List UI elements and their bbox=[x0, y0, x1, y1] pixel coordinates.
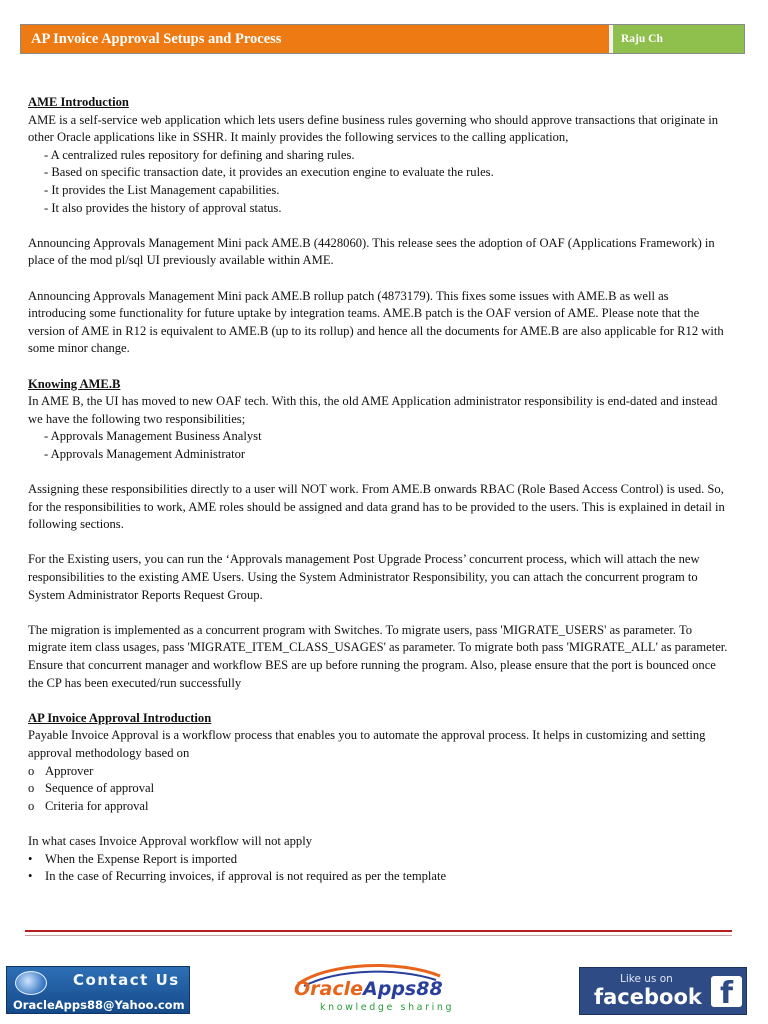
logo-wordmark bbox=[294, 978, 443, 1000]
list-item-text: Criteria for approval bbox=[45, 798, 149, 813]
paragraph: The migration is implemented as a concurrent program with Switches. To migrate users, pass 'MIGRATE_USERS' as parameter. To migrate item class usages, pass 'MIGRATE_ITEM_CLASS_USAGES' as parameter. To migrate both pass 'MIGRATE_ALL' as parameter. Ensure that concurrent manager and workflow BES are up before running the program. Also, please ensure that the port is bounced once the CP has been executed/run successfully bbox=[28, 622, 728, 690]
paragraph: For the Existing users, you can run the ‘Approvals management Post Upgrade Process’ concurrent process, which will attach the new responsibilities to the existing AME Users. Using the System Administrator Responsibility, you can attach the concurrent program to System Administrator Reports Request Group. bbox=[28, 552, 700, 602]
circle-bullet-icon: o bbox=[28, 781, 35, 796]
paragraph: Announcing Approvals Management Mini pack AME.B rollup patch (4873179). This fixes some issues with AME.B as well as introducing some functionality for future uptake by integration teams. AME.B patch is the OAF version of AME. Please note that the version of AME in R12 is equivalent to AME.B (up to its rollup) and hence all the documents for AME.B are also applicable for R12 with some minor change. bbox=[28, 288, 724, 356]
facebook-banner[interactable] bbox=[579, 967, 747, 1015]
facebook-icon: f bbox=[711, 976, 742, 1007]
list-item-text: When the Expense Report is imported bbox=[45, 851, 238, 866]
contact-email[interactable]: OracleApps88@Yahoo.com bbox=[13, 998, 185, 1012]
list-item: - It also provides the history of approval status. bbox=[44, 200, 282, 215]
paragraph: In AME B, the UI has moved to new OAF tech. With this, the old AME Application administrator responsibility is end-dated and instead we have the following two responsibilities; bbox=[28, 394, 718, 426]
circle-bullet-icon: o bbox=[28, 763, 35, 778]
list-item bbox=[28, 780, 728, 798]
list-item-text: In the case of Recurring invoices, if approval is not required as per the template bbox=[45, 869, 447, 884]
list-item: - Approvals Management Administrator bbox=[44, 446, 246, 461]
facebook-wordmark: facebook bbox=[594, 985, 702, 1009]
section-heading-ap-invoice-approval: AP Invoice Approval Introduction bbox=[28, 710, 212, 725]
paragraph: AME is a self-service web application which lets users define business rules governing who should approve transactions that originate in other Oracle applications like in SSHR. It mainly provides the following services to the calling application, bbox=[28, 112, 719, 145]
list-item: - A centralized rules repository for defining and sharing rules. bbox=[44, 147, 355, 162]
contact-us-banner[interactable] bbox=[6, 966, 190, 1014]
bullet-icon: • bbox=[28, 851, 33, 866]
logo-tagline: knowledge sharing bbox=[320, 1002, 455, 1013]
list-item: - Approvals Management Business Analyst bbox=[44, 429, 262, 444]
list-item bbox=[28, 763, 728, 781]
author-name: Raju Ch bbox=[613, 25, 744, 53]
logo-part-apps88: Apps88 bbox=[363, 978, 443, 1000]
document-body bbox=[28, 94, 728, 886]
paragraph: In what cases Invoice Approval workflow will not apply bbox=[28, 833, 312, 848]
footer-divider bbox=[25, 930, 732, 932]
list-item: - Based on specific transaction date, it provides an execution engine to evaluate the rules. bbox=[44, 165, 494, 180]
circle-bullet-icon: o bbox=[28, 798, 35, 813]
facebook-like-label: Like us on bbox=[620, 973, 673, 985]
paragraph: Announcing Approvals Management Mini pack AME.B (4428060). This release sees the adoption of OAF (Applications Framework) in place of the mod pl/sql UI previously available within AME. bbox=[28, 235, 715, 268]
bullet-icon: • bbox=[28, 869, 33, 884]
paragraph: Payable Invoice Approval is a workflow process that enables you to automate the approval process. It helps in customizing and setting approval methodology based on bbox=[28, 728, 706, 760]
document-header bbox=[20, 24, 745, 54]
document-title: AP Invoice Approval Setups and Process bbox=[21, 25, 609, 53]
list-item bbox=[28, 851, 728, 869]
section-heading-ame-introduction: AME Introduction bbox=[28, 95, 129, 109]
list-item: - It provides the List Management capabilities. bbox=[44, 182, 280, 197]
section-heading-knowing-ame-b: Knowing AME.B bbox=[28, 376, 121, 391]
list-item bbox=[28, 798, 728, 816]
footer-divider-thin bbox=[25, 935, 732, 936]
list-item-text: Sequence of approval bbox=[45, 781, 155, 796]
logo-part-oracle: Oracle bbox=[294, 978, 364, 1000]
list-item bbox=[28, 868, 728, 886]
oracleapps88-logo[interactable] bbox=[290, 962, 478, 1016]
contact-us-label: Contact Us bbox=[73, 971, 180, 989]
paragraph: Assigning these responsibilities directly to a user will NOT work. From AME.B onwards RBAC (Role Based Access Control) is used. So, for the responsibilities to work, AME roles should be assigned and data grand has to be provided to the users. This is explained in detail in following sections. bbox=[28, 482, 725, 532]
list-item-text: Approver bbox=[45, 763, 94, 778]
globe-icon bbox=[15, 971, 47, 995]
